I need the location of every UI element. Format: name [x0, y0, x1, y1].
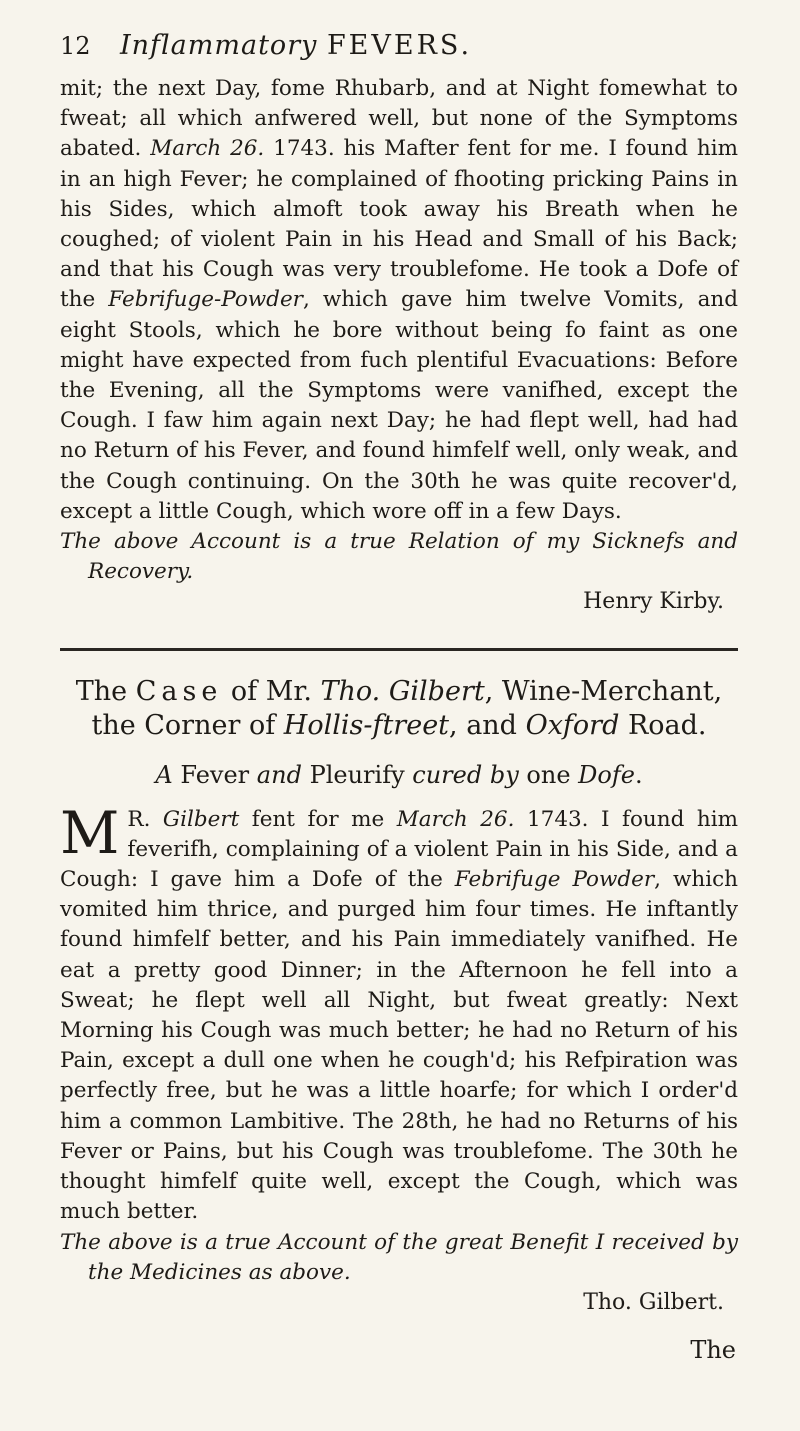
gilbert-attestation: The above is a true Account of the great Benefit I received by the Medicines as above.: [60, 1229, 738, 1285]
section-divider: [60, 648, 738, 651]
kirby-attestation: The above Account is a true Relation of my Sicknefs and Recovery.: [60, 529, 738, 585]
running-head-caps: FEVERS.: [326, 30, 473, 61]
running-head: [120, 30, 472, 61]
catchword: The: [690, 1336, 736, 1365]
case-subtitle: A Fever and Pleurify cured by one Dofe.: [155, 760, 643, 789]
running-head-italic: Inflammatory: [120, 30, 318, 61]
page-header: [60, 30, 738, 70]
top-passage: [60, 74, 738, 618]
page-number: 12: [60, 32, 91, 60]
gilbert-signature: Tho. Gilbert.: [583, 1289, 724, 1315]
gilbert-case-paragraph: M R. Gilbert fent for me March 26. 1743. I found him feverifh, complaining of a violent Pain in his Side, and a Cough: I gave him a Dofe of the Febrifuge Powder, which vomited him thrice, and purged him four times. He inftantly found himfelf better, and his Pain immediately vanifhed. He eat a pretty good Dinner; in the Afternoon he fell into a Sweat; he flept well all Night, but fweat greatly: Next Morning his Cough was much better; he had no Return of his Pain, except a dull one when he cough'd; his Refpiration was perfectly free, but he was a little hoarfe; for which I order'd him a common Lambitive. The 28th, he had no Returns of his Fever or Pains, but his Cough was troublefome. The 30th he thought himfelf quite well, except the Cough, which was much better.: [60, 798, 739, 1225]
kirby-signature: Henry Kirby.: [583, 589, 724, 615]
gilbert-case-body: [60, 798, 739, 1318]
case-title: The Case of Mr. Tho. Gilbert, Wine-Merchant, the Corner of Hollis-ftreet, and Oxford Road.: [75, 675, 723, 741]
kirby-account-paragraph: mit; the next Day, fome Rhubarb, and at Night fomewhat to fweat; all which anfwered well, but none of the Symptoms abated. March 26. 1743. his Mafter fent for me. I found him in an high Fever; he complained of fhooting pricking Pains in his Sides, which almoft took away his Breath when he coughed; of violent Pain in his Head and Small of his Back; and that his Cough was very troublefome. He took a Dofe of the Febrifuge-Powder, which gave him twelve Vomits, and eight Stools, which he bore without being fo faint as one might have expected from fuch plentiful Evacuations: Before the Evening, all the Symptoms were vanifhed, except the Cough. I faw him again next Day; he had flept well, had had no Return of his Fever, and found himfelf well, only weak, and the Cough continuing. On the 30th he was quite recover'd, except a little Cough, which wore off in a few Days.: [60, 76, 739, 524]
drop-cap: M: [60, 798, 120, 867]
